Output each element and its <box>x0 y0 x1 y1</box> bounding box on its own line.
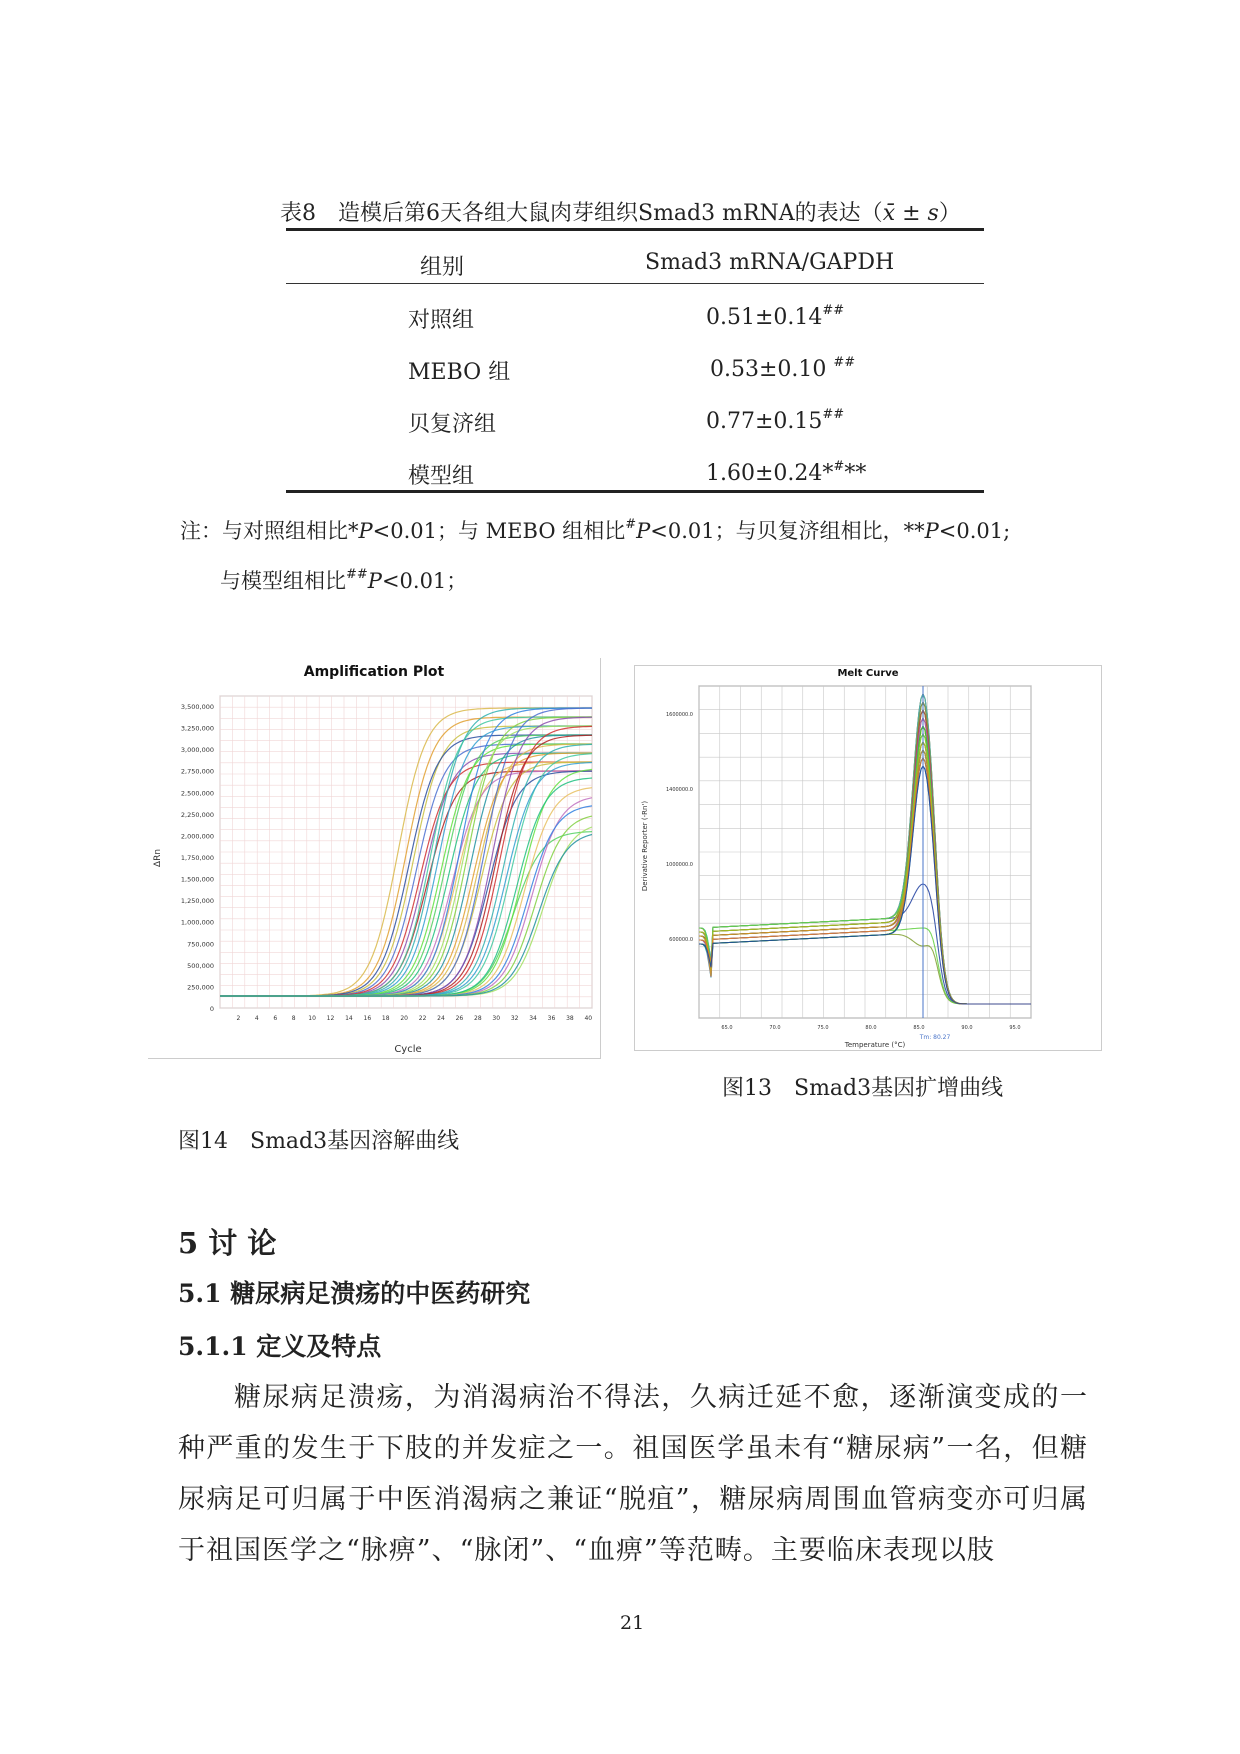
amp-ytick-label: 750,000 <box>187 940 214 949</box>
amp-xtick-label: 12 <box>326 1015 335 1022</box>
amp-plot-ylabel: ΔRn <box>153 848 163 868</box>
table-note-line1: 注：与对照组相比*P<0.01；与 MEBO 组相比#P<0.01；与贝复济组相比，**P<0.01; <box>180 517 1011 543</box>
amp-xtick-label: 34 <box>529 1015 537 1022</box>
melt-ytick-label: 600000.0 <box>669 937 693 943</box>
amp-xtick-label: 30 <box>492 1015 501 1022</box>
table-header-rule <box>286 283 984 284</box>
amp-ytick-label: 2,500,000 <box>180 789 214 798</box>
melt-xtick-label: 80.0 <box>865 1025 877 1031</box>
amp-ytick-label: 3,500,000 <box>180 703 214 711</box>
amp-xtick-label: 22 <box>418 1015 427 1022</box>
amp-xtick-label: 10 <box>308 1015 316 1022</box>
amp-plot-title: Amplification Plot <box>303 664 445 680</box>
melt-xtick-label: 70.0 <box>769 1025 781 1031</box>
melt-xtick-label: 85.0 <box>913 1025 925 1031</box>
amp-xtick-label: 32 <box>510 1015 519 1022</box>
table-row-value: 1.60±0.24*#** <box>706 459 867 486</box>
melt-plot-title: Melt Curve <box>837 668 899 679</box>
amp-xtick-label: 28 <box>474 1015 482 1022</box>
amp-ytick-label: 500,000 <box>187 961 214 970</box>
table-row-value: 0.53±0.10 ## <box>710 355 856 382</box>
melt-plot-xlabel: Temperature (°C) <box>844 1041 906 1049</box>
melt-curve-figure <box>634 665 1102 1051</box>
table-row-group: 对照组 <box>408 308 475 333</box>
amp-plot-xlabel: Cycle <box>394 1044 422 1055</box>
fig14-caption: 图14 Smad3基因溶解曲线 <box>178 1129 460 1154</box>
table-caption: 表8 造模后第6天各组大鼠肉芽组织Smad3 mRNA的表达（x̄ ± s） <box>280 201 961 226</box>
amp-xtick-label: 18 <box>381 1015 390 1022</box>
melt-xtick-label: 90.0 <box>961 1025 973 1031</box>
amp-ytick-label: 1,000,000 <box>180 918 214 927</box>
page-number: 21 <box>620 1612 645 1634</box>
table-row-value: 0.77±0.15## <box>706 407 845 434</box>
amp-xtick-label: 16 <box>363 1015 372 1022</box>
amp-ytick-label: 1,750,000 <box>180 854 214 862</box>
amp-xtick-label: 14 <box>345 1015 353 1022</box>
melt-xtick-label: 65.0 <box>721 1025 733 1031</box>
amp-xtick-label: 8 <box>291 1015 296 1022</box>
section-heading-5-1-1: 5.1.1 定义及特点 <box>178 1332 382 1361</box>
table-row-group: 贝复济组 <box>408 412 497 437</box>
melt-xtick-label: 75.0 <box>817 1025 829 1031</box>
amp-ytick-label: 3,000,000 <box>180 746 214 755</box>
melt-plot-ylabel: Derivative Reporter (-Rn') <box>641 800 649 892</box>
table-header-value: Smad3 mRNA/GAPDH <box>645 250 895 275</box>
melt-curve-plot <box>635 666 1101 1050</box>
amp-xtick-label: 24 <box>437 1015 445 1022</box>
melt-ytick-label: 1400000.0 <box>665 787 693 793</box>
table-row-group: 模型组 <box>408 464 475 489</box>
body-paragraph: 糖尿病足溃疡，为消渴病治不得法，久病迁延不愈，逐渐演变成的一种严重的发生于下肢的并发症之一。祖国医学虽未有“糖尿病”一名，但糖尿病足可归属于中医消渴病之兼证“脱疽”，糖尿病周围血管病变亦可归属于祖国医学之“脉痹”、“脉闭”、“血痹”等范畴。主要临床表现以肢 <box>178 1382 1088 1566</box>
melt-ytick-label: 1000000.0 <box>665 862 693 868</box>
amp-xtick-label: 36 <box>547 1015 556 1022</box>
amp-xtick-label: 26 <box>455 1015 464 1022</box>
amp-xtick-label: 6 <box>273 1015 278 1022</box>
table-bottom-rule <box>286 490 984 493</box>
amp-ytick-label: 2,000,000 <box>180 832 214 841</box>
section-heading-5: 5 讨 论 <box>178 1226 277 1260</box>
table-note-line2: 与模型组相比##P<0.01； <box>220 567 468 593</box>
amp-ytick-label: 1,500,000 <box>180 875 214 884</box>
amplification-plot-figure <box>148 658 601 1059</box>
table-top-rule <box>286 228 984 231</box>
amp-ytick-label: 2,250,000 <box>180 810 214 819</box>
amp-xtick-label: 4 <box>254 1015 259 1022</box>
melt-tm-marker-label: Tm: 80.27 <box>919 1034 951 1041</box>
amp-xtick-label: 20 <box>400 1015 408 1022</box>
amplification-plot <box>148 658 600 1058</box>
fig13-caption: 图13 Smad3基因扩增曲线 <box>722 1076 1004 1101</box>
amp-xtick-label: 40 <box>584 1015 593 1022</box>
amp-ytick-label: 3,250,000 <box>180 724 214 733</box>
amp-ytick-label: 1,250,000 <box>180 897 214 906</box>
table-row-group: MEBO 组 <box>408 360 511 385</box>
table-header-group: 组别 <box>420 255 465 280</box>
section-heading-5-1: 5.1 糖尿病足溃疡的中医药研究 <box>178 1279 531 1308</box>
table-row-value: 0.51±0.14## <box>706 303 845 330</box>
amp-xtick-label: 38 <box>566 1015 574 1022</box>
amp-ytick-label: 250,000 <box>187 983 214 992</box>
amp-xtick-label: 2 <box>236 1015 241 1022</box>
melt-xtick-label: 95.0 <box>1009 1025 1021 1031</box>
amp-ytick-label: 2,750,000 <box>180 767 214 776</box>
melt-ytick-label: 1600000.0 <box>665 712 693 718</box>
amp-ytick-label: 0 <box>209 1005 214 1013</box>
